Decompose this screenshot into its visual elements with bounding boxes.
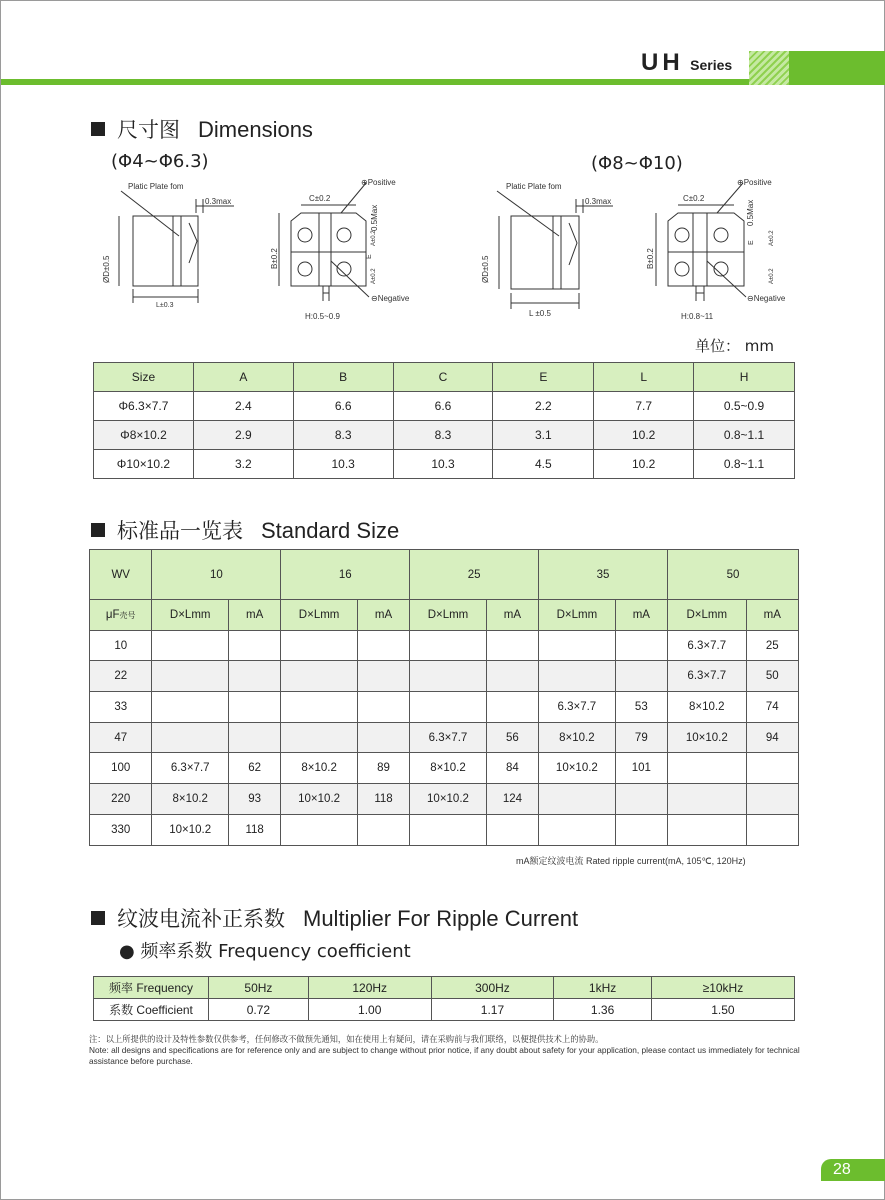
value-cell: 8×10.2 [539,722,616,753]
value-cell: 118 [357,784,409,815]
value-cell: 94 [746,722,798,753]
capacitance-cell: 330 [90,814,152,845]
heading-square-icon [91,523,105,537]
voltage-header-row [90,550,799,600]
value-cell: 8×10.2 [281,753,358,784]
value-cell: 8×10.2 [152,784,229,815]
value-cell [668,753,747,784]
large-plate-label: Platic Plate fom [506,182,562,191]
small-max-label: 0.3max [205,197,232,206]
table-row [90,753,799,784]
dimensions-table [93,362,795,479]
ripple-rating-note: mA额定纹波电流 Rated ripple current(mA, 105℃, 120Hz) [516,856,746,866]
small-positive-label: ⊕Positive [361,178,396,187]
dim-header-b: B [293,363,393,392]
value-cell: 6.3×7.7 [152,753,229,784]
voltage-50: 50 [668,550,799,600]
value-cell: 74 [746,692,798,723]
page-number: 28 [821,1159,885,1181]
small-e-label: E [366,254,373,259]
value-cell [228,661,280,692]
value-cell [281,814,358,845]
standard-title-cn: 标准品一览表 [117,519,243,543]
footnote [89,1034,809,1067]
value-cell: 6.3×7.7 [668,630,747,661]
range-small: (Φ4~Φ6.3) [111,151,209,172]
large-e-label: E [748,240,755,245]
value-cell: 6.3×7.7 [539,692,616,723]
dimensions-title-cn: 尺寸图 [117,118,180,142]
table-row [90,661,799,692]
value-cell [615,630,667,661]
dim-header-a: A [193,363,293,392]
value-cell: 8×10.2 [410,753,487,784]
small-l-label: L±0.3 [156,302,174,309]
dimensions-title-en: Dimensions [198,117,313,142]
dim-header-h: H [694,363,795,392]
value-cell [228,722,280,753]
value-cell [281,692,358,723]
value-cell [539,630,616,661]
voltage-10: 10 [152,550,281,600]
large-h-label: H:0.8~11 [681,312,714,321]
large-side-view-drawing [481,182,613,318]
value-cell: 89 [357,753,409,784]
small-bottom-view-drawing [270,178,410,321]
ripple-heading [91,903,578,933]
capacitance-cell: 10 [90,630,152,661]
value-cell [357,722,409,753]
capacitance-cell: 22 [90,661,152,692]
standard-size-table [89,549,799,846]
series-letters: UH [641,49,684,76]
unit-label: 单位： mm [695,337,774,355]
small-c-label: C±0.2 [309,194,331,203]
value-cell [152,692,229,723]
value-cell [668,784,747,815]
small-a-label-bottom: A±0.2 [371,268,377,284]
standard-size-body [90,630,799,845]
value-cell [486,630,538,661]
value-cell [615,814,667,845]
value-cell [152,722,229,753]
large-max-label: 0.3max [585,197,612,206]
voltage-16: 16 [281,550,410,600]
value-cell: 10×10.2 [281,784,358,815]
coefficient-row: 系数 Coefficient 0.72 1.00 1.17 1.36 1.50 [94,999,795,1021]
value-cell [357,661,409,692]
footnote-en: Note: all designs and specifications are for reference only and are subject to change without prior notice, if any doubt about safety for your application, please contact us immediately for technical assistance before purchase. [89,1045,800,1066]
voltage-35: 35 [539,550,668,600]
small-od-label: ØD±0.5 [102,255,111,283]
value-cell: 62 [228,753,280,784]
dimensions-table-header [94,363,795,392]
value-cell: 10×10.2 [539,753,616,784]
value-cell [410,661,487,692]
heading-square-icon [91,911,105,925]
value-cell [615,661,667,692]
large-positive-label: ⊕Positive [737,178,772,187]
value-cell [410,814,487,845]
standard-title-en: Standard Size [261,518,400,543]
footnote-cn: 注：以上所提供的设计及特性参数仅供参考，任何修改不做预先通知，如在使用上有疑问，请在采购前与我们联络，以便提供技术上的协助。 [89,1034,604,1044]
frequency-table [93,976,795,1021]
large-max05-label: 0.5Max [746,199,755,226]
value-cell [746,814,798,845]
large-a-label-top: A±0.2 [769,230,775,246]
value-cell [357,630,409,661]
frequency-subheading: ● 频率系数 Frequency coefficient [119,941,411,962]
value-cell: 79 [615,722,667,753]
ripple-title-cn: 纹波电流补正系数 [117,907,285,931]
value-cell: 8×10.2 [668,692,747,723]
ripple-title-en: Multiplier For Ripple Current [303,906,579,931]
table-row [90,722,799,753]
range-large: (Φ8~Φ10) [591,153,683,174]
large-c-label: C±0.2 [683,194,705,203]
value-cell: 6.3×7.7 [410,722,487,753]
value-cell: 50 [746,661,798,692]
dim-header-size: Size [94,363,194,392]
small-max05-label: 0.5Max [370,204,379,231]
capacitance-cell: 33 [90,692,152,723]
table-row: Φ10×10.2 3.2 10.3 10.3 4.5 10.2 0.8~1.1 [94,450,795,479]
capacitance-cell: 100 [90,753,152,784]
large-b-label: B±0.2 [646,248,655,269]
value-cell [486,814,538,845]
capacitance-cell: 220 [90,784,152,815]
value-cell: 101 [615,753,667,784]
table-row: Φ8×10.2 2.9 8.3 8.3 3.1 10.2 0.8~1.1 [94,421,795,450]
value-cell [410,630,487,661]
small-b-label: B±0.2 [270,248,279,269]
large-od-label: ØD±0.5 [481,255,490,283]
series-word: Series [690,57,733,73]
value-cell [357,692,409,723]
value-cell: 56 [486,722,538,753]
table-row [90,630,799,661]
value-cell [615,784,667,815]
value-cell: 25 [746,630,798,661]
dim-header-e: E [493,363,594,392]
value-cell [539,814,616,845]
value-cell [410,692,487,723]
value-cell [228,692,280,723]
value-cell [152,630,229,661]
table-row [90,814,799,845]
value-cell: 6.3×7.7 [668,661,747,692]
value-cell [486,661,538,692]
value-cell [746,784,798,815]
value-cell: 118 [228,814,280,845]
value-cell: 93 [228,784,280,815]
value-cell: 10×10.2 [410,784,487,815]
value-cell [228,630,280,661]
table-row: Φ6.3×7.7 2.4 6.6 6.6 2.2 7.7 0.5~0.9 [94,392,795,421]
small-a-label-top: A±0.2 [371,230,377,246]
voltage-25: 25 [410,550,539,600]
value-cell: 124 [486,784,538,815]
value-cell [281,722,358,753]
large-a-label-bottom: A±0.2 [769,268,775,284]
subheader-row: μF壳号 D×Lmm mA D×Lmm mA D×Lmm mA D×Lmm mA D×Lmm mA [90,600,799,631]
value-cell: 10×10.2 [668,722,747,753]
small-side-view-drawing [102,182,234,309]
table-row [90,692,799,723]
value-cell [281,630,358,661]
value-cell [746,753,798,784]
table-row [90,784,799,815]
frequency-row: 频率 Frequency 50Hz 120Hz 300Hz 1kHz ≥10kHz [94,977,795,999]
small-h-label: H:0.5~0.9 [305,312,340,321]
value-cell [281,661,358,692]
large-bottom-view-drawing [646,178,786,321]
large-negative-label: ⊖Negative [747,294,786,303]
value-cell [486,692,538,723]
capacitance-cell: 47 [90,722,152,753]
value-cell: 10×10.2 [152,814,229,845]
uf-label: μF壳号 [90,600,152,631]
small-plate-label: Platic Plate fom [128,182,184,191]
dim-header-l: L [594,363,694,392]
value-cell: 53 [615,692,667,723]
value-cell [539,661,616,692]
value-cell [357,814,409,845]
dim-header-c: C [393,363,493,392]
dimension-drawings [1,1,885,341]
standard-heading [91,515,399,545]
small-negative-label: ⊖Negative [371,294,410,303]
wv-label: WV [90,550,152,600]
value-cell: 84 [486,753,538,784]
large-l-label: L ±0.5 [529,309,551,318]
value-cell [668,814,747,845]
value-cell [152,661,229,692]
value-cell [539,784,616,815]
